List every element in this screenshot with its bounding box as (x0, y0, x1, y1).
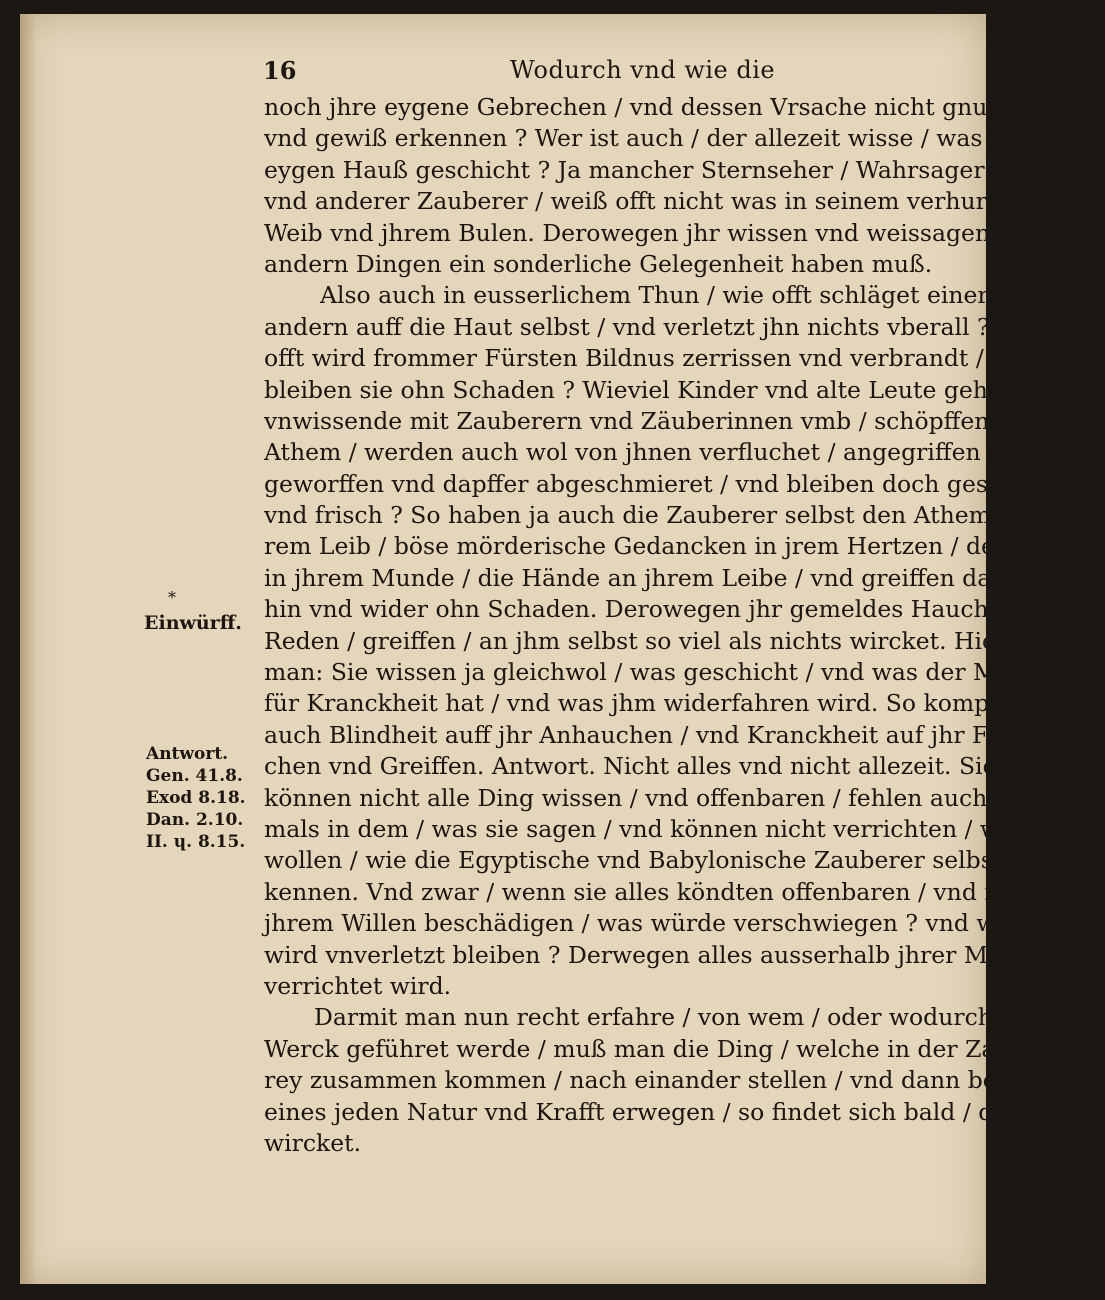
text-line: chen vnd Greiffen. Antwort. Nicht alles vnd nicht allezeit. Sie (264, 752, 997, 781)
text-line: vnwissende mit Zauberern vnd Zäuberinnen vmb / schöpffen jhren (264, 406, 1060, 435)
text-line: wollen / wie die Egyptische vnd Babylonische Zauberer selbst be- (264, 846, 1047, 875)
text-line: für Kranckheit hat / vnd was jhm widerfahren wird. So kompt (264, 689, 999, 718)
page-number: 16 (263, 56, 297, 85)
margin-note-antwort (146, 743, 246, 853)
text-line: wird vnverletzt bleiben ? Derwegen alles ausserhalb jhrer Mittel (264, 940, 1036, 969)
margin-reference: Exod 8.18. (146, 788, 246, 808)
text-line: auch Blindheit auff jhr Anhauchen / vnd Kranckheit auf jhr Flu- (264, 720, 1019, 749)
margin-reference: Gen. 41.8. (146, 766, 243, 786)
page-gutter-shadow (20, 14, 36, 1284)
text-line: rem Leib / böse mörderische Gedancken in jrem Hertzen / den Fluch (264, 532, 1085, 561)
text-line: rey zusammen kommen / nach einander stellen / vnd dann besonders (264, 1066, 1091, 1095)
text-line: Werck geführet werde / muß man die Ding / welche in der Zaube- (264, 1034, 1048, 1063)
text-line: eygen Hauß geschicht ? Ja mancher Sternseher / Wahrsager / (264, 155, 1000, 184)
body-text (264, 92, 1105, 1159)
margin-reference: Dan. 2.10. (146, 810, 244, 830)
text-line: in jhrem Munde / die Hände an jhrem Leibe / vnd greiffen darmit (264, 563, 1042, 592)
text-line: können nicht alle Ding wissen / vnd offenbaren / fehlen auch viel- (264, 783, 1045, 812)
text-line: Athem / werden auch wol von jhnen verfluchet / angegriffen / nider- (264, 438, 1075, 467)
text-line: Darmit man nun recht erfahre / von wem / oder wodurch jhr (314, 1003, 1034, 1032)
running-title: Wodurch vnd wie die (510, 56, 776, 84)
text-line: jhrem Willen beschädigen / was würde verschwiegen ? vnd wer (264, 909, 1022, 938)
text-line: Reden / greiffen / an jhm selbst so viel als nichts wircket. Hie spricht (264, 626, 1088, 655)
margin-note-einwurff: Einwürff. (144, 612, 242, 634)
text-line: kennen. Vnd zwar / wenn sie alles köndten offenbaren / vnd nach (264, 877, 1042, 906)
margin-reference: II. ɥ. 8.15. (146, 832, 246, 852)
text-line: vnd anderer Zauberer / weiß offt nicht was in seinem verhureten (264, 187, 1040, 216)
margin-note-label: Antwort. (146, 744, 229, 764)
text-line: mals in dem / was sie sagen / vnd können nicht verrichten / was sie (264, 814, 1068, 843)
text-line: offt wird frommer Fürsten Bildnus zerrissen vnd verbrandt / vnd (264, 344, 1035, 373)
text-line: Also auch in eusserlichem Thun / wie offt schläget einer den (320, 281, 1041, 310)
text-line: andern Dingen ein sonderliche Gelegenheit haben muß. (264, 249, 933, 278)
text-line: man: Sie wissen ja gleichwol / was geschicht / vnd was der Mensch (264, 658, 1067, 687)
text-line: eines jeden Natur vnd Krafft erwegen / so findet sich bald / der da (264, 1097, 1055, 1126)
text-line: noch jhre eygene Gebrechen / vnd dessen Vrsache nicht gnugsamb (264, 93, 1066, 121)
text-line: hin vnd wider ohn Schaden. Derowegen jhr gemeldes Hauchen / (264, 595, 1034, 624)
catchword: Es (1031, 1118, 1063, 1147)
text-line: wircket. (264, 1128, 362, 1157)
text-line: andern auff die Haut selbst / vnd verletzt jhn nichts vberall ? Wie (264, 312, 1043, 341)
asterisk-marker: * (168, 588, 176, 607)
text-line: vnd gewiß erkennen ? Wer ist auch / der allezeit wisse / was in seinem (264, 124, 1105, 153)
text-line: vnd frisch ? So haben ja auch die Zauberer selbst den Athem in jh- (264, 501, 1059, 530)
running-head (0, 50, 1000, 90)
text-line: bleiben sie ohn Schaden ? Wieviel Kinder vnd alte Leute gehen (264, 375, 1017, 404)
text-line: verrichtet wird. (264, 971, 452, 1000)
text-line: Weib vnd jhrem Bulen. Derowegen jhr wissen vnd weissagen von (264, 218, 1041, 247)
text-line: geworffen vnd dapffer abgeschmieret / vnd bleiben doch gesund (264, 469, 1034, 498)
